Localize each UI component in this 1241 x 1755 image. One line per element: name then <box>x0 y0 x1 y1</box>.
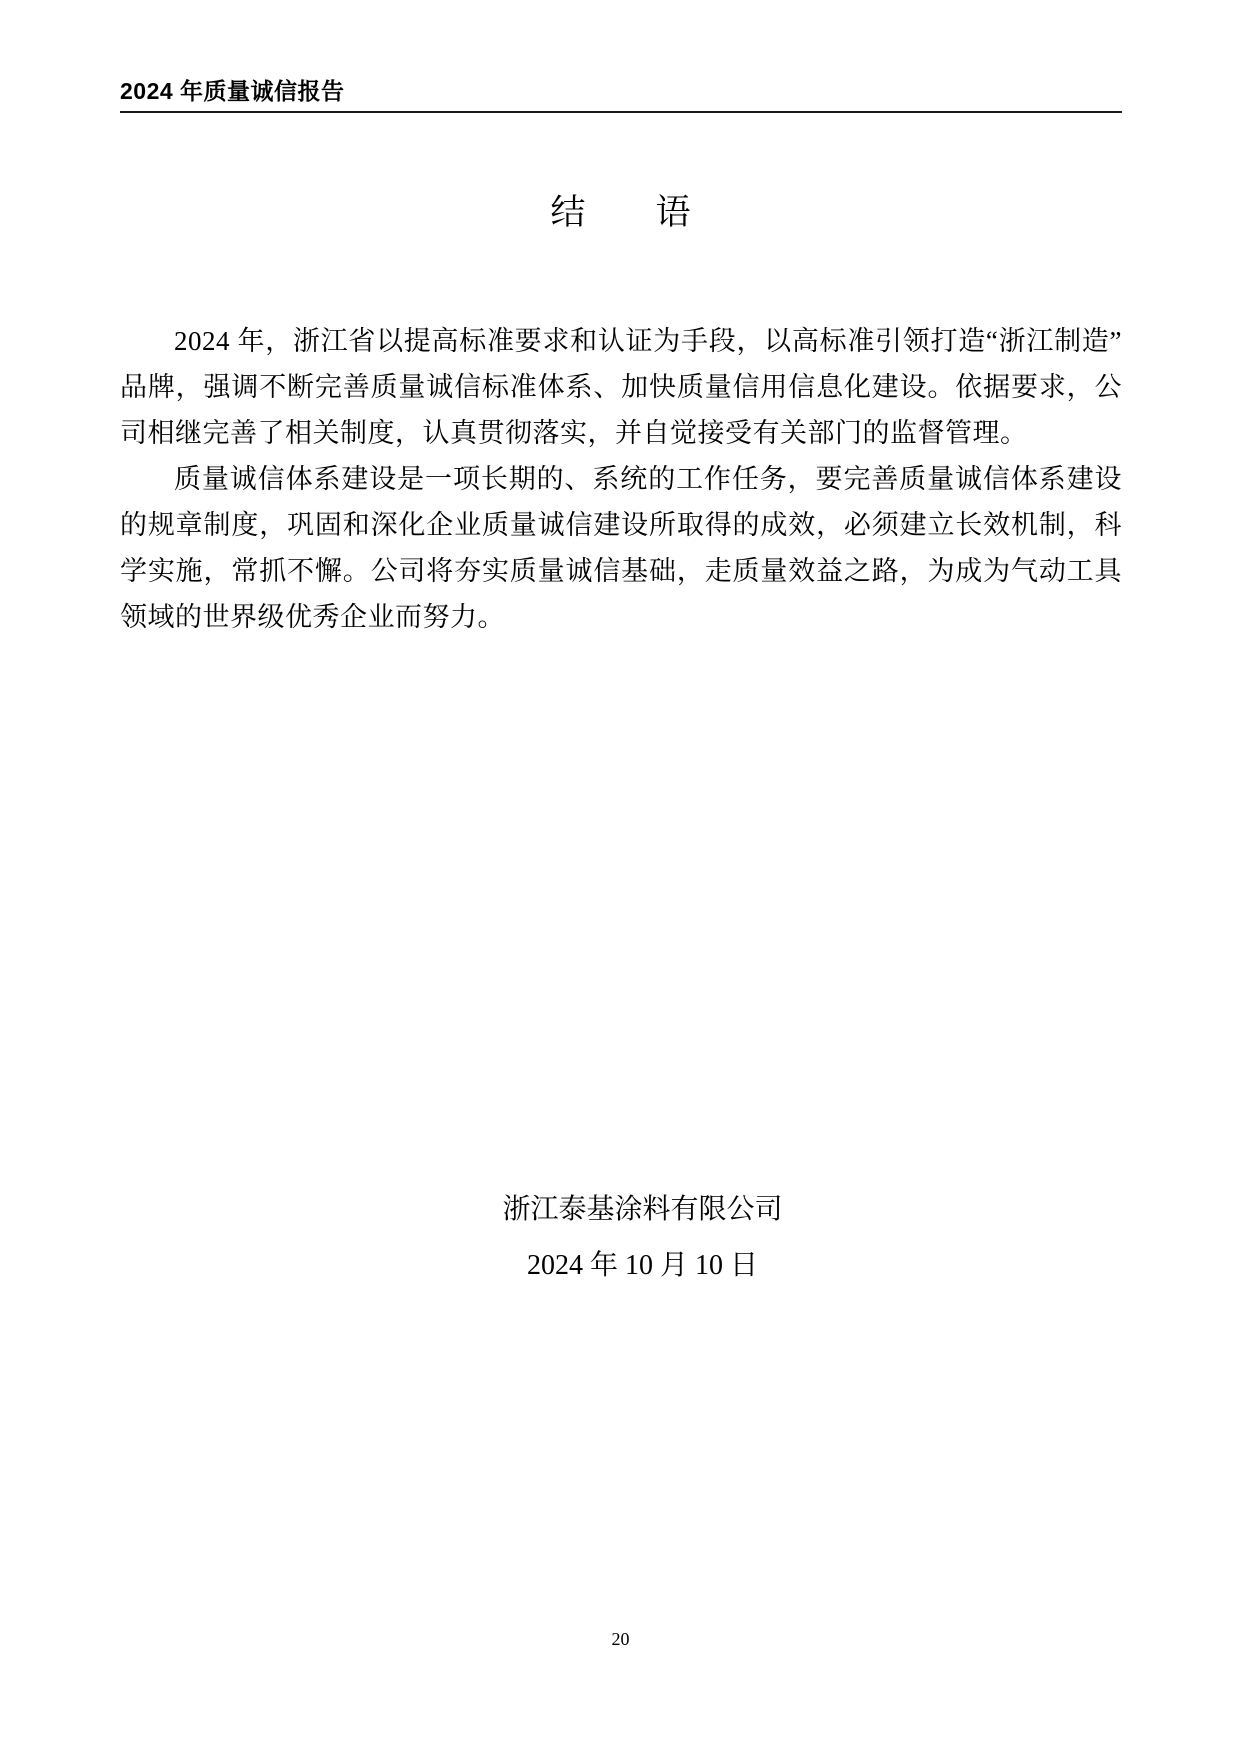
page-header <box>120 80 1122 113</box>
signature-date: 2024 年 10 月 10 日 <box>526 1250 758 1281</box>
chapter-title: 结 语 <box>550 193 691 232</box>
page-number: 20 <box>611 1629 630 1649</box>
signature-block <box>22 1193 1241 1283</box>
body-text <box>120 318 1122 640</box>
signature-company-name: 浙江泰基涂料有限公司 <box>502 1194 783 1225</box>
paragraph-1: 2024 年，浙江省以提高标准要求和认证为手段，以高标准引领打造“浙江制造”品牌，强调不断完善质量诚信标准体系、加快质量信用信息化建设。依据要求，公司相继完善了相关制度，认真贯彻落实，并自觉接受有关部门的监督管理。 <box>120 326 1122 448</box>
report-header-title: 2024 年质量诚信报告 <box>120 78 345 104</box>
paragraph-2: 质量诚信体系建设是一项长期的、系统的工作任务，要完善质量诚信体系建设的规章制度，巩固和深化企业质量诚信建设所取得的成效，必须建立长效机制，科学实施，常抓不懈。公司将夯实质量诚信基础，走质量效益之路，为成为气动工具领域的世界级优秀企业而努力。 <box>120 464 1122 632</box>
page-footer <box>0 1629 1241 1650</box>
